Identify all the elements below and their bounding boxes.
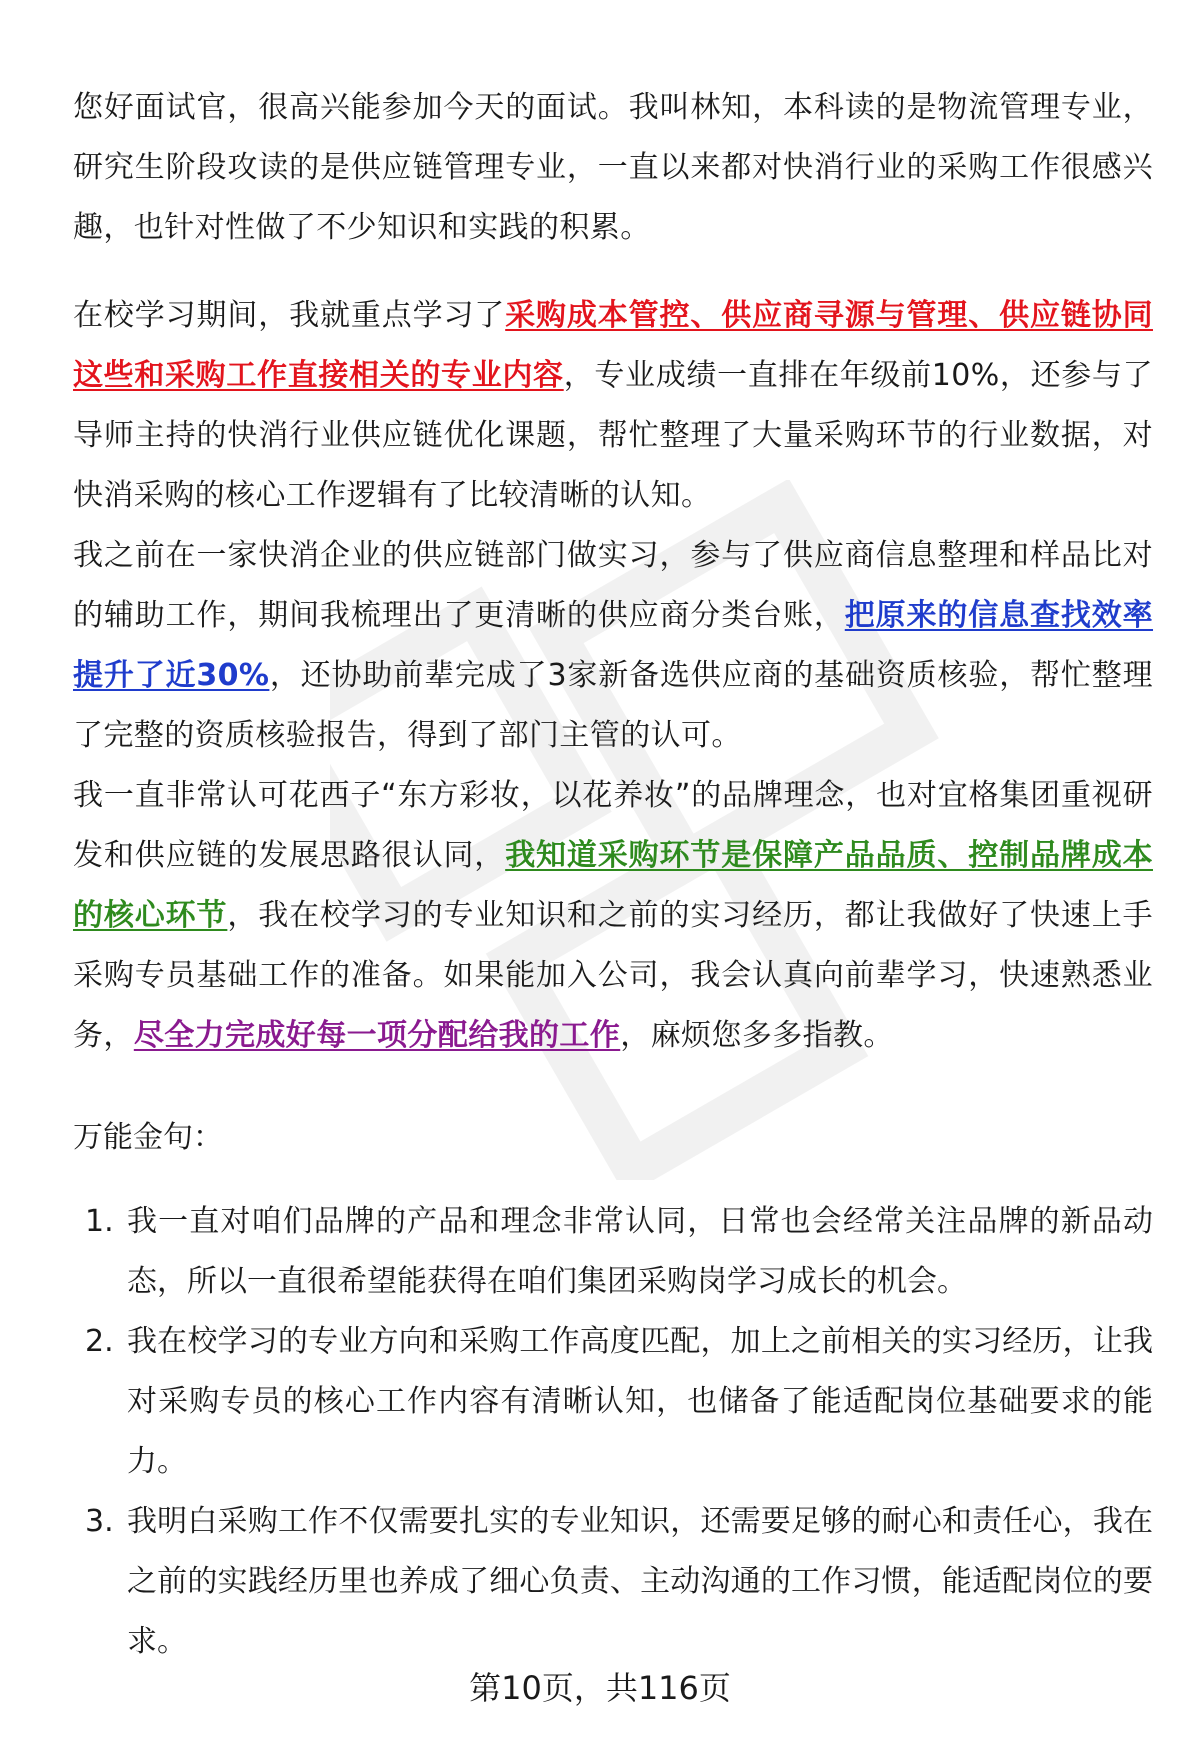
- list-item-text: 我在校学习的专业方向和采购工作高度匹配，加上之前相关的实习经历，让我对采购专员的核心工作内容有清晰认知，也储备了能适配岗位基础要求的能力。: [127, 1324, 1153, 1479]
- page-number: 第10页，共116页: [469, 1669, 731, 1707]
- tips-label: 万能金句：: [73, 1120, 223, 1155]
- list-item-number: 3.: [85, 1504, 114, 1539]
- internship-highlight: 把原来的信息查找效率提升了近30%: [73, 598, 1154, 693]
- intro-paragraph: 您好面试官，很高兴能参加今天的面试。我叫林知，本科读的是物流管理专业，研究生阶段攻读的是供应链管理专业，一直以来都对快消行业的采购工作很感兴趣，也针对性做了不少知识和实践的积累。: [73, 90, 1153, 245]
- internship-paragraph: [73, 526, 1153, 766]
- tips-list: [73, 1192, 1153, 1672]
- list-item-number: 1.: [85, 1204, 114, 1239]
- list-item-number: 2.: [85, 1324, 114, 1359]
- motivation-highlight-purple: 尽全力完成好每一项分配给我的工作: [133, 1018, 621, 1053]
- list-item-text: 我一直对咱们品牌的产品和理念非常认同，日常也会经常关注品牌的新品动态，所以一直很希望能获得在咱们集团采购岗学习成长的机会。: [127, 1204, 1153, 1299]
- study-highlight: 采购成本管控、供应商寻源与管理、供应链协同这些和采购工作直接相关的专业内容: [73, 298, 1153, 393]
- document-body: [73, 78, 1153, 1672]
- list-item: [73, 1192, 1153, 1312]
- list-item: [73, 1312, 1153, 1492]
- study-text-end: ，专业成绩一直排在年级前10%，还参与了导师主持的快消行业供应链优化课题，帮忙整理了大量采购环节的行业数据，对快消采购的核心工作逻辑有了比较清晰的认知。: [73, 358, 1153, 513]
- study-text-start: 在校学习期间，我就重点学习了: [73, 298, 506, 333]
- motivation-paragraph: [73, 766, 1153, 1066]
- motivation-text-start: 我一直非常认可花西子“东方彩妆，以花养妆”的品牌理念，也对宜格集团重视研发和供应链的发展思路很认同，: [73, 778, 1153, 873]
- motivation-text-end: ，麻烦您多多指教。: [620, 1018, 894, 1053]
- study-paragraph: [73, 286, 1153, 526]
- list-item-text: 我明白采购工作不仅需要扎实的专业知识，还需要足够的耐心和责任心，我在之前的实践经历里也养成了细心负责、主动沟通的工作习惯，能适配岗位的要求。: [127, 1504, 1153, 1659]
- motivation-highlight-green: 我知道采购环节是保障产品品质、控制品牌成本的核心环节: [73, 838, 1153, 933]
- internship-text-end: ，还协助前辈完成了3家新备选供应商的基础资质核验，帮忙整理了完整的资质核验报告，得到了部门主管的认可。: [73, 658, 1153, 753]
- motivation-text-middle: ，我在校学习的专业知识和之前的实习经历，都让我做好了快速上手采购专员基础工作的准备。如果能加入公司，我会认真向前辈学习，快速熟悉业务，: [73, 898, 1154, 1053]
- internship-text-start: 我之前在一家快消企业的供应链部门做实习，参与了供应商信息整理和样品比对的辅助工作，期间我梳理出了更清晰的供应商分类台账，: [73, 538, 1153, 633]
- list-item: [73, 1492, 1153, 1672]
